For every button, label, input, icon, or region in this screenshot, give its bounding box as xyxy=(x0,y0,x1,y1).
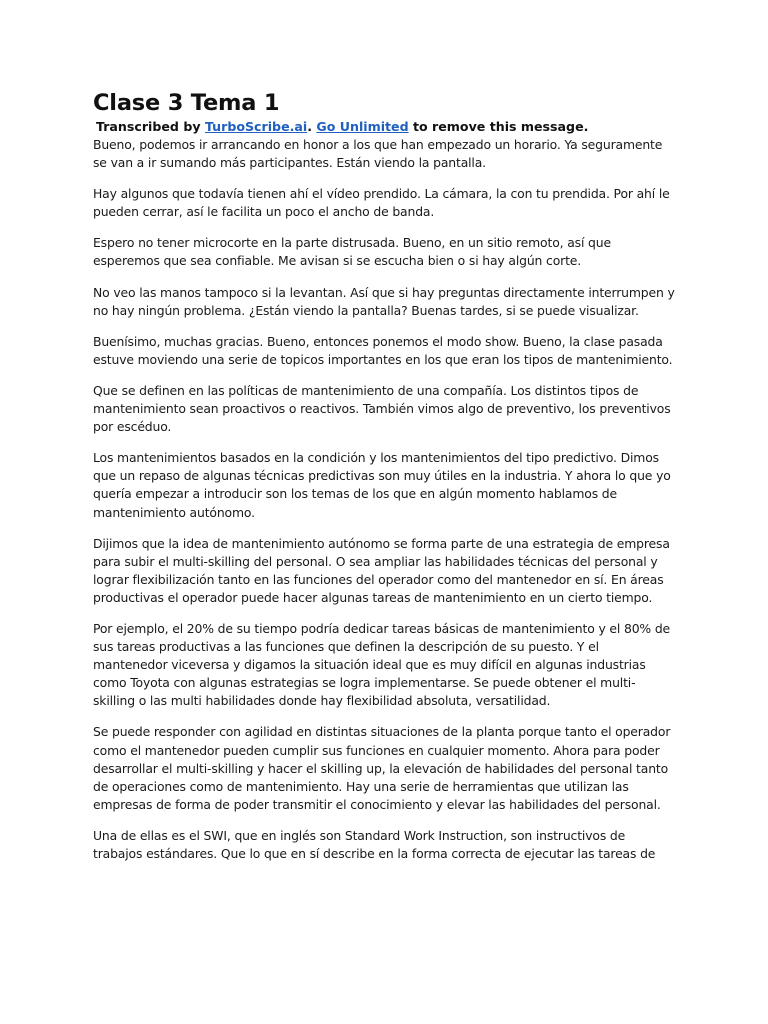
document-body xyxy=(93,136,677,863)
transcription-banner xyxy=(96,118,677,136)
go-unlimited-link[interactable]: Go Unlimited xyxy=(316,119,409,134)
turboscribe-link[interactable]: TurboScribe.ai xyxy=(204,119,308,134)
banner-separator: . xyxy=(307,119,317,134)
paragraph: Dijimos que la idea de mantenimiento autónomo se forma parte de una estrategia de empresa para subir el multi-skilling del personal. O sea ampliar las habilidades técnicas del personal y lograr flexibilización tanto en las funciones del operador como del mantenedor en sí. En áreas productivas el operador puede hacer algunas tareas de mantenimiento en un cierto tiempo. xyxy=(93,535,670,605)
paragraph: Espero no tener microcorte en la parte distrusada. Bueno, en un sitio remoto, así que esperemos que sea confiable. Me avisan si se escucha bien o si hay algún corte. xyxy=(93,235,611,269)
paragraph: Por ejemplo, el 20% de su tiempo podría dedicar tareas básicas de mantenimiento y el 80% de sus tareas productivas a las funciones que definen la descripción de su puesto. Y el mantenedor viceversa y digamos la situación ideal que es muy difícil en algunas industrias como Toyota con algunas estrategias se logra implementarse. Se puede obtener el multi-skilling o las multi habilidades donde hay flexibilidad absoluta, versatilidad. xyxy=(93,620,671,709)
paragraph: Buenísimo, muchas gracias. Bueno, entonces ponemos el modo show. Bueno, la clase pasada estuve moviendo una serie de topicos importantes en los que eran los tipos de mantenimiento. xyxy=(93,333,673,367)
paragraph: No veo las manos tampoco si la levantan. Así que si hay preguntas directamente interrumpen y no hay ningún problema. ¿Están viendo la pantalla? Buenas tardes, si se puede visualizar. xyxy=(93,284,675,318)
banner-suffix: to remove this message. xyxy=(408,119,589,134)
paragraph: Hay algunos que todavía tienen ahí el vídeo prendido. La cámara, la con tu prendida. Por ahí le pueden cerrar, así le facilita un poco el ancho de banda. xyxy=(93,186,670,220)
document-page xyxy=(93,88,677,876)
document-title: Clase 3 Tema 1 xyxy=(93,90,280,116)
paragraph: Se puede responder con agilidad en distintas situaciones de la planta porque tanto el operador como el mantenedor pueden cumplir sus funciones en cualquier momento. Ahora para poder desarrollar el multi-skilling y hacer el skilling up, la elevación de habilidades del personal tanto de operaciones como de mantenimiento. Hay una serie de herramientas que utilizan las empresas de forma de poder transmitir el conocimiento y elevar las habilidades del personal. xyxy=(93,724,671,812)
paragraph: Que se definen en las políticas de mantenimiento de una compañía. Los distintos tipos de mantenimiento sean proactivos o reactivos. También vimos algo de preventivo, los preventivos por escéduo. xyxy=(93,382,671,435)
banner-prefix: Transcribed by xyxy=(96,119,205,134)
paragraph: Bueno, podemos ir arrancando en honor a los que han empezado un horario. Ya seguramente se van a ir sumando más participantes. Están viendo la pantalla. xyxy=(93,137,663,171)
paragraph: Los mantenimientos basados en la condición y los mantenimientos del tipo predictivo. Dimos que un repaso de algunas técnicas predictivas son muy útiles en la industria. Y ahora lo que yo quería empezar a introducir son los temas de los que en algún momento hablamos de mantenimiento autónomo. xyxy=(93,450,671,520)
paragraph: Una de ellas es el SWI, que en inglés son Standard Work Instruction, son instructivos de trabajos estándares. Que lo que en sí describe en la forma correcta de ejecutar las tareas de xyxy=(93,827,656,861)
